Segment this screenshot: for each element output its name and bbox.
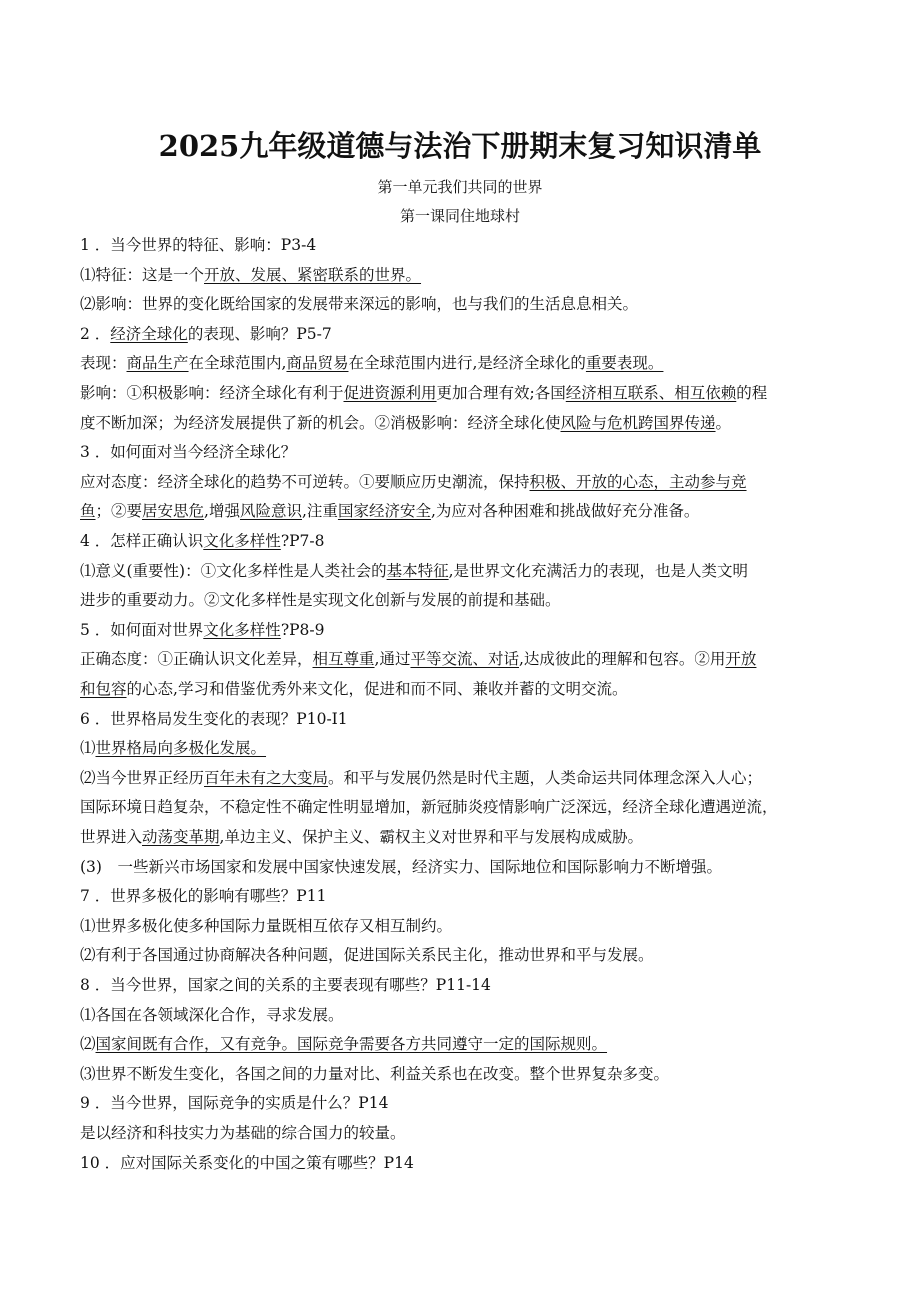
document-title: 2025九年级道德与法治下册期末复习知识清单 [158, 129, 762, 163]
text-segment: 8 ．当今世界，国家之间的关系的主要表现有哪些？P11-14 [80, 976, 491, 994]
text-segment: 应对态度：经济全球化的趋势不可逆转。①要顺应历史潮流，保持 [80, 472, 530, 491]
text-segment: 7 ．世界多极化的影响有哪些？P11 [80, 887, 327, 906]
underlined-key-phrase: 基本特征 [386, 561, 449, 580]
text-segment: 4 ．怎样正确认识 [80, 532, 204, 550]
underlined-key-phrase: 居安思危 [142, 502, 205, 521]
underlined-key-phrase: 文化多样性 [203, 620, 281, 639]
underlined-key-phrase: 百年未有之大变局 [204, 768, 329, 787]
text-line [80, 264, 421, 286]
text-segment: ⑴各国在各领域深化合作，寻求发展。 [80, 1005, 344, 1024]
text-segment: ,增强 [204, 502, 240, 521]
underlined-key-phrase: 国家经济安全 [337, 502, 431, 521]
text-line [80, 915, 452, 937]
text-segment: ⑴世界多极化使多种国际力量既相互依存又相互制约。 [80, 916, 453, 935]
text-segment: 度不断加深；为经济发展提供了新的机会。②消极影响：经济全球化使 [80, 413, 561, 432]
underlined-key-phrase: 世界格局向多极化发展。 [95, 739, 267, 758]
text-line [80, 500, 699, 522]
text-segment: ；②要 [95, 502, 143, 521]
underlined-key-phrase: 鱼 [80, 502, 96, 521]
text-segment: ,单边主义、保护主义、霸权主义对世界和平与发展构成威胁。 [219, 828, 643, 846]
text-segment: ,为应对各种困难和挑战做好充分准备。 [430, 502, 700, 521]
underlined-key-phrase: 商品生产 [126, 354, 189, 373]
underlined-key-phrase: 商品贸易 [286, 354, 349, 373]
text-line [80, 589, 561, 611]
text-segment: 。和平与发展仍然是时代主题，人类命运共同体理念深入人心； [328, 768, 763, 787]
text-segment: ⑴意义(重要性)：①文化多样性是人类社会的 [80, 561, 387, 580]
text-segment: 表现： [80, 354, 127, 373]
text-line [80, 1004, 344, 1026]
text-segment: 正确态度：①正确认识文化差异， [80, 650, 313, 669]
text-line [80, 767, 762, 789]
text-segment: 在全球范围内, [188, 354, 287, 373]
text-line [80, 974, 491, 996]
text-line [80, 293, 638, 315]
underlined-key-phrase: 动荡变革期 [142, 828, 220, 846]
text-segment: 的程 [736, 384, 768, 402]
text-segment: 更加合理有效;各国 [436, 384, 566, 402]
underlined-key-phrase: 风险意识 [239, 502, 302, 521]
text-segment: 6 ．世界格局发生变化的表现？P10-I1 [80, 709, 348, 728]
underlined-key-phrase: 重要表现。 [585, 354, 664, 373]
underlined-key-phrase: 积极、开放的心态，主动参与竞 [529, 472, 747, 491]
text-segment: ,注重 [302, 502, 338, 521]
text-segment: ?P7-8 [280, 532, 325, 550]
text-segment: 1 ．当今世界的特征、影响：P3-4 [80, 236, 317, 254]
text-line [80, 708, 348, 730]
text-segment: ⑴特征：这是一个 [80, 265, 205, 284]
text-line [80, 412, 731, 434]
text-line [80, 944, 654, 966]
text-segment: 的心态,学习和借鉴优秀外来文化，促进和而不同、兼收并蓄的文明交流。 [126, 680, 628, 698]
text-line [80, 885, 326, 907]
text-line [80, 441, 296, 463]
text-line [80, 1092, 388, 1114]
underlined-key-phrase: 促进资源利用 [343, 384, 437, 402]
underlined-key-phrase: 开放、发展、紧密联系的世界。 [204, 265, 422, 284]
underlined-key-phrase: 开放 [725, 650, 757, 669]
text-segment: ⑵影响：世界的变化既给国家的发展带来深远的影响，也与我们的生活息息相关。 [80, 295, 639, 314]
underlined-key-phrase: 风险与危机跨国界传递 [560, 413, 716, 432]
text-line [80, 323, 332, 345]
text-segment: ⑵有利于各国通过协商解决各种问题，促进国际关系民主化，推动世界和平与发展。 [80, 946, 654, 965]
unit-heading: 第一单元我们共同的世界 [377, 178, 543, 196]
text-line [80, 796, 778, 818]
underlined-key-phrase: 文化多样性 [203, 532, 281, 550]
text-line [80, 471, 747, 493]
text-line [80, 234, 316, 256]
text-line [80, 826, 643, 848]
text-segment: ⑵ [80, 1035, 96, 1054]
text-line [80, 1152, 414, 1174]
text-segment: ,是世界文化充满活力的表现，也是人类文明 [448, 561, 749, 580]
text-segment: 进步的重要动力。②文化多样性是实现文化创新与发展的前提和基础。 [80, 591, 561, 610]
text-line [80, 1122, 406, 1144]
text-segment: 是以经济和科技实力为基础的综合国力的较量。 [80, 1124, 406, 1142]
text-line [80, 648, 756, 670]
text-segment: 。 [715, 413, 732, 432]
text-segment: 10 ．应对国际关系变化的中国之策有哪些？P14 [80, 1153, 414, 1172]
text-line [80, 856, 722, 878]
text-line [80, 1033, 607, 1055]
text-line [80, 560, 748, 582]
text-line [80, 382, 767, 404]
text-segment: 的表现、影响？P5-7 [187, 324, 332, 343]
text-line [80, 678, 627, 700]
text-segment: 国际环境日趋复杂，不稳定性不确定性明显增加，新冠肺炎疫情影响广泛深远，经济全球化遭遇逆流， [80, 798, 778, 817]
underlined-key-phrase: 国家间既有合作，又有竞争。国际竞争需要各方共同遵守一定的国际规则。 [95, 1035, 608, 1054]
text-line [80, 619, 325, 641]
text-segment: 在全球范围内进行,是经济全球化的 [348, 354, 586, 373]
text-segment: 5 ．如何面对世界 [80, 620, 204, 639]
underlined-key-phrase: 和包容 [80, 680, 127, 698]
underlined-key-phrase: 经济相互联系、相互依赖 [565, 384, 737, 402]
text-segment: ,通过 [374, 650, 411, 669]
text-segment: 2 ． [80, 324, 111, 343]
text-line [80, 352, 663, 374]
underlined-key-phrase: 平等交流、对话 [410, 650, 519, 669]
text-segment: 世界进入 [80, 828, 143, 846]
text-segment: 3 ．如何面对当今经济全球化？ [80, 443, 297, 462]
text-segment: ⑵当今世界正经历 [80, 768, 205, 787]
text-segment: (3) 一些新兴市场国家和发展中国家快速发展，经济实力、国际地位和国际影响力不断增强。 [80, 857, 722, 876]
text-segment: 影响：①积极影响：经济全球化有利于 [80, 384, 344, 402]
text-segment: ⑴ [80, 739, 96, 758]
text-segment: ⑶世界不断发生变化，各国之间的力量对比、利益关系也在改变。整个世界复杂多变。 [80, 1064, 670, 1083]
lesson-heading: 第一课同住地球村 [399, 207, 520, 225]
text-segment: ?P8-9 [280, 620, 325, 639]
text-line [80, 1063, 669, 1085]
text-line [80, 737, 266, 759]
underlined-key-phrase: 经济全球化 [110, 324, 188, 343]
text-line [80, 530, 325, 552]
text-segment: ,达成彼此的理解和包容。②用 [518, 650, 726, 669]
underlined-key-phrase: 相互尊重 [312, 650, 375, 669]
text-segment: 9 ．当今世界，国际竞争的实质是什么？P14 [80, 1094, 389, 1113]
